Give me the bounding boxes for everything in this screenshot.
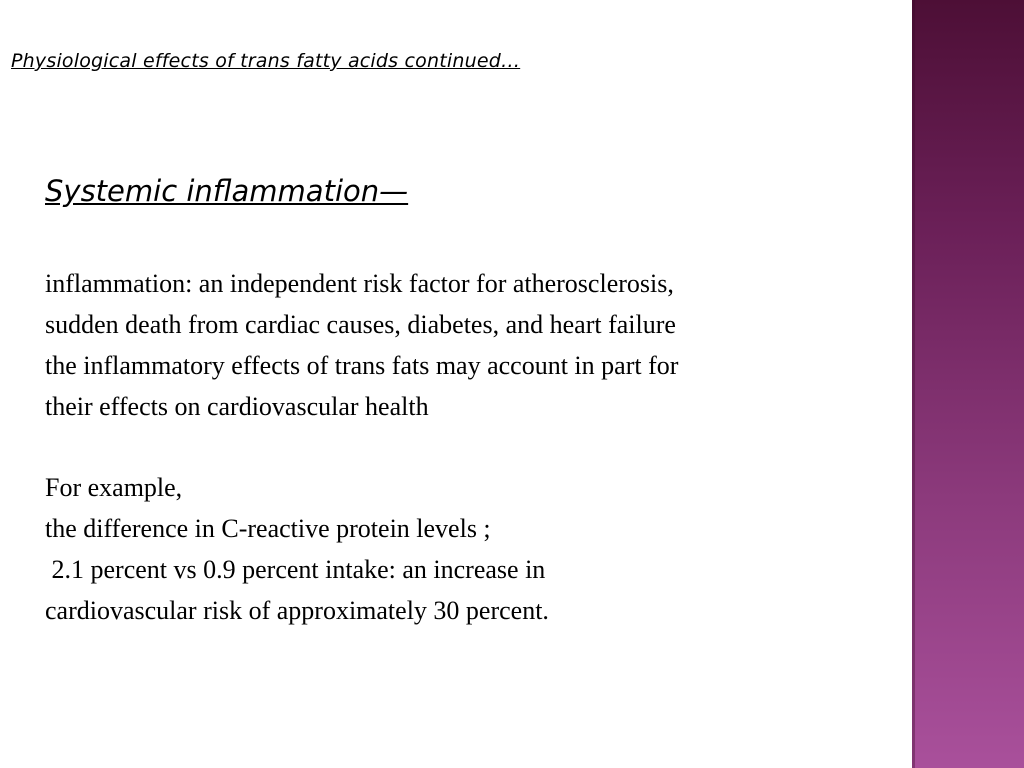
paragraph-example: [45, 467, 549, 631]
text-line: sudden death from cardiac causes, diabetes, and heart failure: [45, 310, 676, 339]
slide-header: Physiological effects of trans fatty acids continued…: [11, 50, 521, 72]
text-line: the inflammatory effects of trans fats may account in part for: [45, 351, 679, 380]
text-line: cardiovascular risk of approximately 30 percent.: [45, 596, 549, 625]
side-band-edge: [912, 0, 915, 768]
text-line: inflammation: an independent risk factor for atherosclerosis,: [45, 269, 674, 298]
text-line: their effects on cardiovascular health: [45, 392, 429, 421]
decorative-side-band: [912, 0, 1024, 768]
text-line: For example,: [45, 473, 183, 502]
paragraph-inflammation: [45, 263, 678, 427]
section-title: Systemic inflammation—: [45, 174, 409, 208]
text-line: 2.1 percent vs 0.9 percent intake: an increase in: [45, 555, 546, 584]
text-line: the difference in C-reactive protein levels ;: [45, 514, 491, 543]
